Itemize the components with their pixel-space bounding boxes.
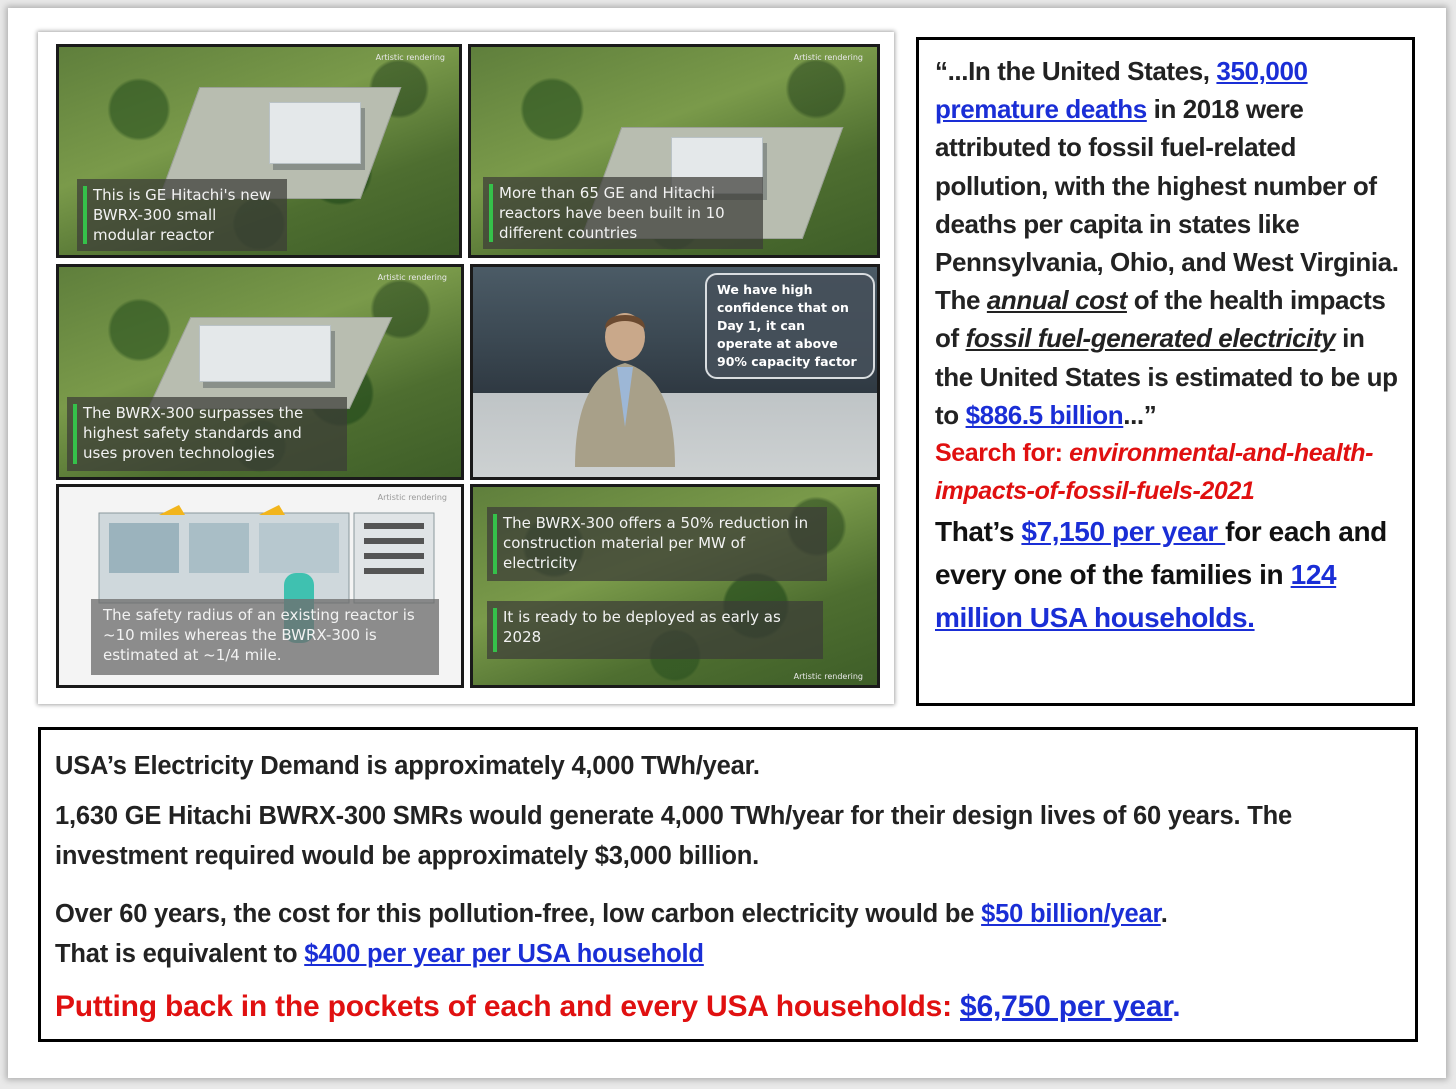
equivalent-text: That is equivalent to: [55, 940, 305, 968]
artistic-rendering-tag: Artistic rendering: [793, 672, 863, 681]
photo-collage: [38, 32, 894, 704]
savings-statement: [55, 984, 1401, 1030]
reactor-building: [199, 325, 331, 382]
quote-text-2: in 2018 were attributed to fossil fuel-related pollution, with the highest number of deaths per capita in states like Pennsylvania, Ohio, and West Virginia. The: [935, 94, 1399, 316]
cost-line: [55, 894, 1401, 974]
tile-caption: The BWRX-300 surpasses the highest safety standards and uses proven technologies: [67, 397, 347, 471]
electricity-summary-box: [38, 727, 1418, 1042]
artistic-rendering-tag: Artistic rendering: [377, 273, 447, 282]
cost-period: .: [1160, 900, 1168, 928]
quote-text-3: of the health impacts of: [935, 285, 1386, 354]
search-label: Search for:: [935, 439, 1070, 468]
savings-amount-link[interactable]: $6,750 per year: [960, 990, 1173, 1023]
tile-caption: The BWRX-300 offers a 50% reduction in construction material per MW of electricity: [487, 507, 827, 581]
tile-caption: More than 65 GE and Hitachi reactors have been built in 10 different countries: [483, 177, 763, 249]
collage-tile-reactor-overview: [56, 44, 462, 258]
billion-per-year-link[interactable]: $50 billion/year: [981, 900, 1161, 928]
fossil-generated-emphasis: fossil fuel-generated electricity: [965, 323, 1336, 354]
tile-caption: The safety radius of an existing reactor is ~10 miles whereas the BWRX-300 is estimated at ~1/4 mile.: [91, 599, 439, 675]
quote-text-1: “...In the United States,: [935, 56, 1217, 86]
savings-period: .: [1172, 990, 1181, 1023]
demand-line: USA’s Electricity Demand is approximately 4,000 TWh/year.: [55, 752, 760, 780]
quote-text-4: in the United States is estimated to be up to: [935, 323, 1398, 430]
per-year-link[interactable]: $7,150 per year: [1021, 516, 1226, 548]
cost-text: Over 60 years, the cost for this pollution-free, low carbon electricity would be: [55, 900, 982, 928]
tile-caption-deploy: It is ready to be deployed as early as 2028: [487, 601, 823, 659]
smr-generation-line: 1,630 GE Hitachi BWRX-300 SMRs would generate 4,000 TWh/year for their design lives of 60 years. The investment required would be approximately $3,000 billion.: [55, 802, 1292, 870]
quote-text-5: ...”: [1123, 399, 1157, 430]
collage-tile-interview: [470, 264, 880, 480]
search-hint: [935, 434, 1402, 510]
per-household-statement: [935, 510, 1402, 639]
quote-speech-bubble: We have high confidence that on Day 1, it can operate at above 90% capacity factor: [705, 273, 875, 379]
artistic-rendering-tag: Artistic rendering: [375, 53, 445, 62]
collage-tile-reactors-built: [468, 44, 880, 258]
savings-text: Putting back in the pockets of each and every USA households:: [55, 990, 961, 1023]
reactor-building: [269, 102, 361, 164]
billion-cost-link[interactable]: $886.5 billion: [965, 399, 1124, 430]
search-term: environmental-and-health-impacts-of-fossil-fuels-2021: [935, 439, 1374, 506]
per-household-link[interactable]: $400 per year per USA household: [304, 940, 704, 968]
tile-caption: This is GE Hitachi's new BWRX-300 small modular reactor: [77, 179, 287, 251]
thats-text: That’s: [935, 516, 1022, 548]
collage-tile-safety-radius: [56, 484, 464, 688]
collage-tile-safety-standards: [56, 264, 464, 480]
annual-cost-emphasis: annual cost: [986, 285, 1127, 316]
speaker-figure: [565, 297, 685, 467]
artistic-rendering-tag: Artistic rendering: [793, 53, 863, 62]
households-link[interactable]: 124 million USA households.: [935, 559, 1337, 634]
quote-paragraph: [935, 52, 1402, 434]
fossil-fuel-quote-box: [916, 37, 1415, 706]
thats-rest-text: for each and every one of the families in: [935, 516, 1387, 591]
premature-deaths-link[interactable]: 350,000 premature deaths: [935, 56, 1308, 125]
collage-tile-construction: [470, 484, 880, 688]
artistic-rendering-tag: Artistic rendering: [377, 493, 447, 502]
